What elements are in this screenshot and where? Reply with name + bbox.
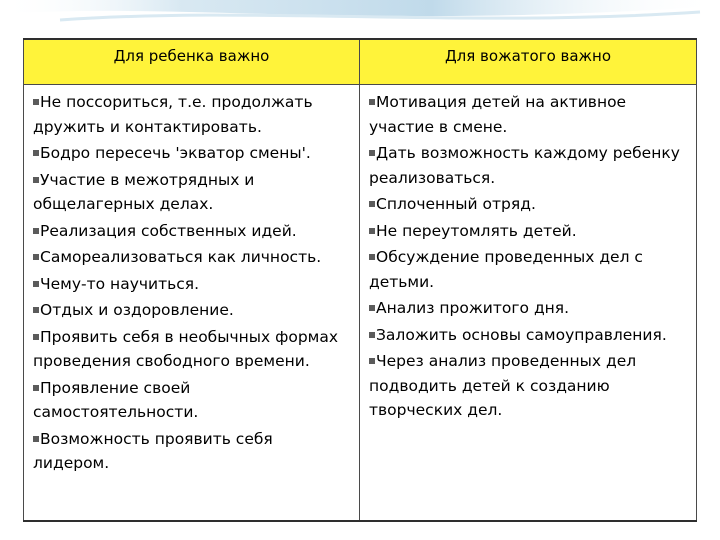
- list-item: Участие в межотрядных и общелагерных делах.: [33, 170, 255, 213]
- square-bullet-icon: [369, 332, 375, 338]
- comparison-table: [23, 38, 697, 522]
- header-counselor: [360, 39, 697, 85]
- table-body-row: [24, 85, 697, 522]
- square-bullet-icon: [33, 228, 39, 234]
- list-item: Обсуждение проведенных дел с детьми.: [369, 248, 643, 291]
- square-bullet-icon: [369, 150, 375, 156]
- list-item: Бодро пересечь 'экватор смены'.: [33, 141, 351, 166]
- list-item: Самореализоваться как личность.: [33, 245, 351, 270]
- child-items-cell: [24, 85, 360, 522]
- list-item: Не поссориться, т.е. продолжать дружить и контактировать.: [33, 93, 313, 136]
- wave-decoration-icon: [0, 0, 720, 40]
- header-counselor-label: Для вожатого важно: [444, 47, 612, 65]
- square-bullet-icon: [33, 281, 39, 287]
- square-bullet-icon: [33, 307, 39, 313]
- list-item: Отдых и оздоровление.: [33, 298, 351, 323]
- header-child-label: Для ребенка важно: [113, 47, 270, 65]
- list-item: Проявление своей самостоятельности.: [33, 378, 199, 421]
- square-bullet-icon: [33, 150, 39, 156]
- square-bullet-icon: [369, 228, 375, 234]
- square-bullet-icon: [33, 436, 39, 442]
- square-bullet-icon: [33, 385, 39, 391]
- list-item: Проявить себя в необычных формах проведения свободного времени.: [33, 327, 339, 370]
- square-bullet-icon: [33, 177, 39, 183]
- square-bullet-icon: [369, 358, 375, 364]
- square-bullet-icon: [33, 99, 39, 105]
- counselor-items-list: [369, 90, 688, 423]
- list-item: Через анализ проведенных дел подводить детей к созданию творческих дел.: [369, 352, 637, 419]
- square-bullet-icon: [33, 334, 39, 340]
- list-item: Реализация собственных идей.: [33, 219, 351, 244]
- table-header-row: [24, 39, 697, 85]
- child-items-list: [33, 90, 351, 476]
- header-child: [24, 39, 360, 85]
- list-item: Заложить основы самоуправления.: [369, 323, 688, 348]
- square-bullet-icon: [369, 254, 375, 260]
- list-item: Анализ прожитого дня.: [369, 296, 688, 321]
- square-bullet-icon: [369, 305, 375, 311]
- comparison-table-wrapper: [23, 38, 694, 522]
- list-item: Мотивация детей на активное участие в смене.: [369, 93, 627, 136]
- square-bullet-icon: [369, 99, 375, 105]
- list-item: Дать возможность каждому ребенку реализоваться.: [369, 144, 680, 187]
- list-item: Сплоченный отряд.: [369, 192, 688, 217]
- top-decoration: [0, 0, 720, 40]
- square-bullet-icon: [369, 201, 375, 207]
- list-item: Возможность проявить себя лидером.: [33, 429, 273, 472]
- counselor-items-cell: [360, 85, 697, 522]
- list-item: Чему-то научиться.: [33, 272, 351, 297]
- square-bullet-icon: [33, 254, 39, 260]
- list-item: Не переутомлять детей.: [369, 219, 688, 244]
